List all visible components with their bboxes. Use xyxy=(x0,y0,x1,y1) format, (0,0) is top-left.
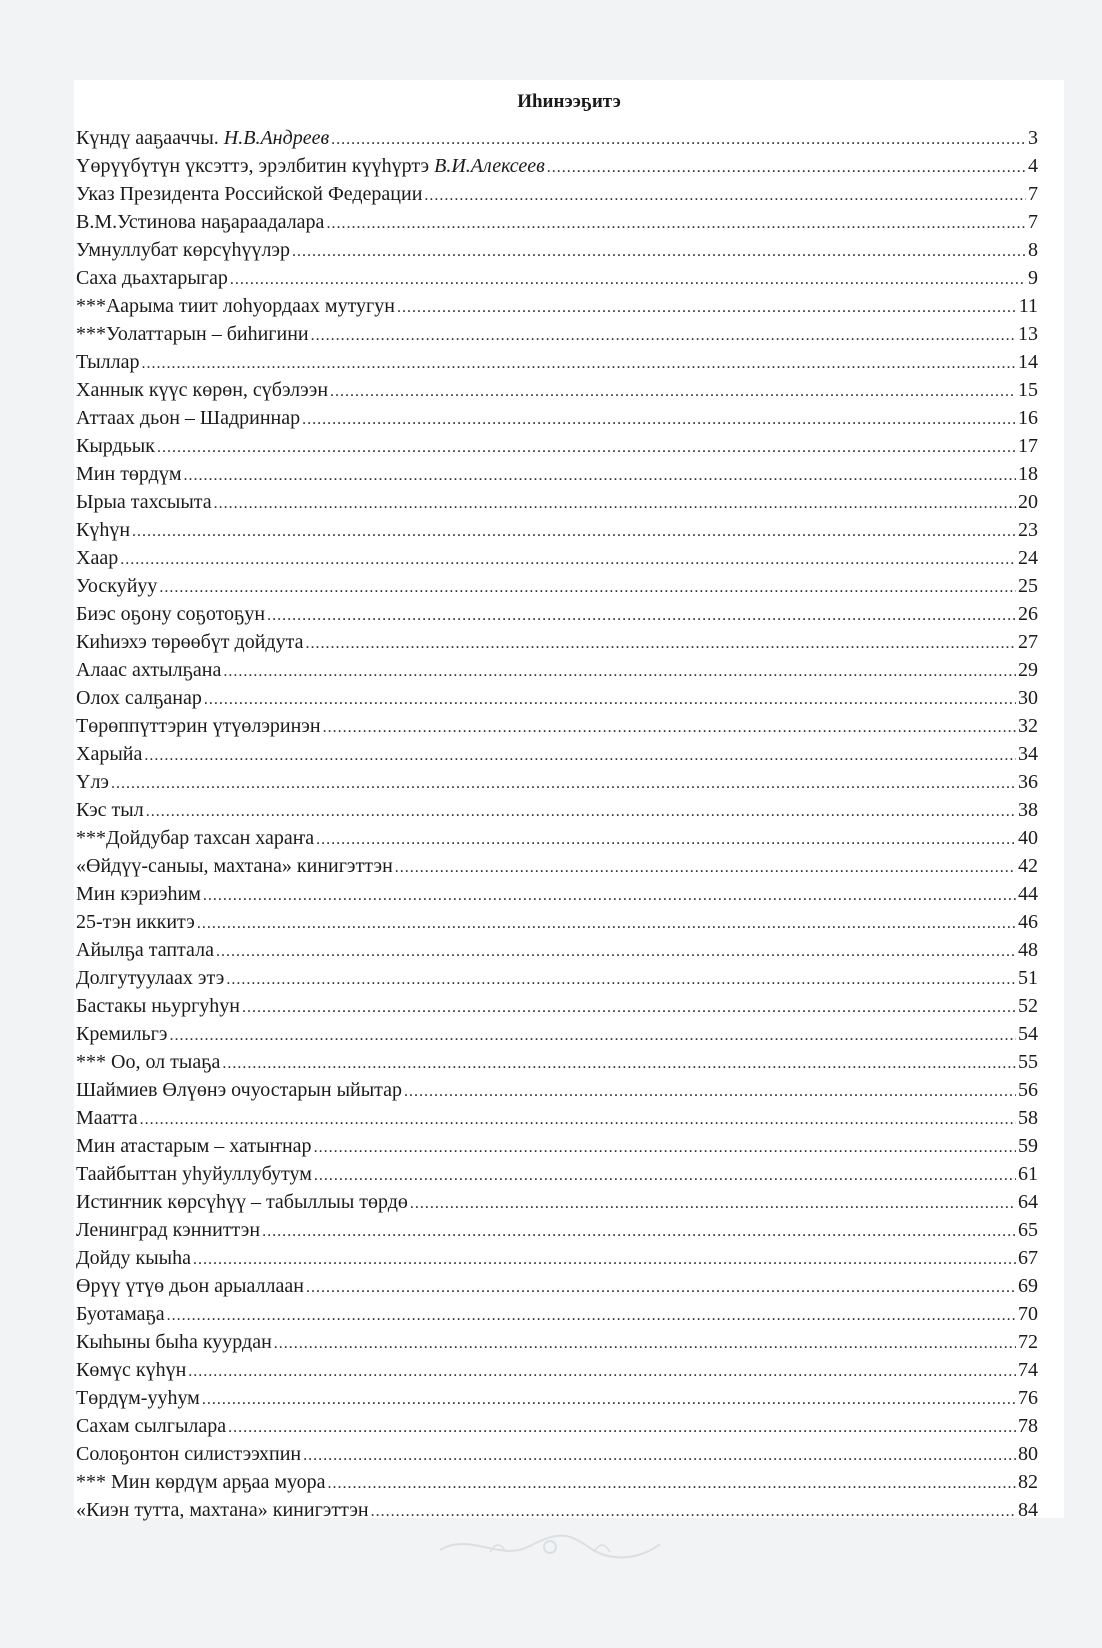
dot-leader xyxy=(327,1468,1016,1498)
toc-entry xyxy=(76,964,1038,992)
page-number: 56 xyxy=(1018,1079,1038,1101)
toc-entry xyxy=(76,1412,1038,1440)
table-of-contents xyxy=(76,124,1038,1524)
dot-leader xyxy=(140,1104,1016,1134)
toc-entry xyxy=(76,1356,1038,1384)
dot-leader xyxy=(397,292,1017,322)
entry-title: Мин атастарым – хатыҥнар xyxy=(76,1135,312,1157)
entry-title: Мин кэриэһим xyxy=(76,883,201,905)
toc-entry xyxy=(76,1300,1038,1328)
toc-entry xyxy=(76,936,1038,964)
page-number: 54 xyxy=(1018,1023,1038,1045)
entry-title: Долгутуулаах этэ xyxy=(76,967,225,989)
toc-entry xyxy=(76,1132,1038,1160)
toc-entry xyxy=(76,852,1038,880)
entry-title: ***Дойдубар тахсан хараҥа xyxy=(76,827,315,849)
toc-entry xyxy=(76,376,1038,404)
dot-leader xyxy=(146,796,1016,826)
entry-title: Уоскуйуу xyxy=(76,575,158,597)
entry-title: Дойду кыыһа xyxy=(76,1247,191,1269)
entry-title: Шаймиев Өлүөнэ очуостарын ыйытар xyxy=(76,1079,403,1101)
toc-entry xyxy=(76,1048,1038,1076)
dot-leader xyxy=(410,1188,1016,1218)
toc-entry xyxy=(76,1440,1038,1468)
entry-title: Истиҥник көрсүһүү – табыллыы төрдө xyxy=(76,1191,408,1213)
dot-leader xyxy=(159,572,1016,602)
entry-title: Олох салҕанар xyxy=(76,687,202,709)
toc-entry xyxy=(76,544,1038,572)
entry-title: «Өйдүү-саныы, махтана» кинигэттэн xyxy=(76,855,393,877)
page-number: 70 xyxy=(1018,1303,1038,1325)
entry-title: Айылҕа таптала xyxy=(76,939,214,961)
page-number: 16 xyxy=(1018,407,1038,429)
page-number: 15 xyxy=(1018,379,1038,401)
page-number: 76 xyxy=(1018,1387,1038,1409)
page-number: 32 xyxy=(1018,715,1038,737)
page-number: 72 xyxy=(1018,1331,1038,1353)
entry-title: Солоҕонтон силистээхпин xyxy=(76,1443,302,1465)
page-number: 20 xyxy=(1018,491,1038,513)
toc-entry xyxy=(76,1160,1038,1188)
entry-title: В.М.Устинова наҕараадалара xyxy=(76,211,325,233)
page-number: 38 xyxy=(1018,799,1038,821)
dot-leader xyxy=(228,1412,1016,1442)
page-number: 4 xyxy=(1028,155,1038,177)
entry-title: Аттаах дьон – Шадриннар xyxy=(76,407,301,429)
entry-title: Күһүн xyxy=(76,519,131,541)
dot-leader xyxy=(292,236,1026,266)
toc-entry xyxy=(76,740,1038,768)
entry-title: Кэс тыл xyxy=(76,799,144,821)
dot-leader xyxy=(120,544,1016,574)
toc-entry xyxy=(76,656,1038,684)
page-number: 36 xyxy=(1018,771,1038,793)
page-number: 24 xyxy=(1018,547,1038,569)
dot-leader xyxy=(167,1300,1016,1330)
dot-leader xyxy=(216,936,1016,966)
entry-title: Саха дьахтарыгар xyxy=(76,267,228,289)
dot-leader xyxy=(395,852,1016,882)
toc-entry xyxy=(76,488,1038,516)
page-number: 82 xyxy=(1018,1471,1038,1493)
document-page xyxy=(74,80,1064,1521)
page-number: 8 xyxy=(1028,239,1038,261)
dot-leader xyxy=(169,1020,1016,1050)
entry-title: Указ Президента Российской Федерации xyxy=(76,183,423,205)
page-number: 17 xyxy=(1018,435,1038,457)
entry-title: Кыһыны быһа куурдан xyxy=(76,1331,272,1353)
page-number: 51 xyxy=(1018,967,1038,989)
page-number: 80 xyxy=(1018,1443,1038,1465)
page-number: 23 xyxy=(1018,519,1038,541)
toc-entry xyxy=(76,572,1038,600)
page-number: 13 xyxy=(1018,323,1038,345)
dot-leader xyxy=(193,1244,1016,1274)
entry-title: Хаар xyxy=(76,547,119,569)
entry-title: Сахам сылгылара xyxy=(76,1415,227,1437)
page-number: 48 xyxy=(1018,939,1038,961)
toc-entry xyxy=(76,1244,1038,1272)
entry-title: «Киэн тутта, махтана» кинигэттэн xyxy=(76,1499,369,1521)
page-number: 26 xyxy=(1018,603,1038,625)
entry-title: Ленинград кэнниттэн xyxy=(76,1219,261,1241)
dot-leader xyxy=(242,992,1016,1022)
page-number: 84 xyxy=(1018,1499,1038,1521)
entry-title: Маатта xyxy=(76,1107,138,1129)
page-number: 40 xyxy=(1018,827,1038,849)
dot-leader xyxy=(262,1216,1016,1246)
dot-leader xyxy=(197,908,1016,938)
dot-leader xyxy=(142,348,1017,378)
page-number: 3 xyxy=(1028,127,1038,149)
entry-title: Күндү ааҕааччы. xyxy=(76,127,219,149)
entry-title: Буотамаҕа xyxy=(76,1303,165,1325)
toc-entry xyxy=(76,628,1038,656)
entry-title: Үөрүүбүтүн үксэттэ, эрэлбитин күүһүртэ xyxy=(76,155,430,177)
toc-entry xyxy=(76,880,1038,908)
page-number: 11 xyxy=(1018,295,1038,317)
toc-entry xyxy=(76,180,1038,208)
entry-author: Н.В.Андреев xyxy=(223,127,330,149)
page-number: 55 xyxy=(1018,1051,1038,1073)
dot-leader xyxy=(323,712,1016,742)
entry-title: Таайбыттан уһуйуллубутум xyxy=(76,1163,312,1185)
page-number: 61 xyxy=(1018,1163,1038,1185)
entry-title: Биэс оҕону соҕотоҕун xyxy=(76,603,266,625)
page-number: 52 xyxy=(1018,995,1038,1017)
toc-entry xyxy=(76,124,1038,152)
entry-title: Бастакы ньургуһун xyxy=(76,995,240,1017)
entry-title: Харыйа xyxy=(76,743,143,765)
entry-title: Көмүс күһүн xyxy=(76,1359,187,1381)
entry-title: Умнуллубат көрсүһүүлэр xyxy=(76,239,291,261)
page-number: 42 xyxy=(1018,855,1038,877)
toc-entry xyxy=(76,208,1038,236)
entry-title: Алаас ахтылҕана xyxy=(76,659,222,681)
dot-leader xyxy=(188,1356,1016,1386)
dot-leader xyxy=(157,432,1016,462)
page-number: 27 xyxy=(1018,631,1038,653)
dot-leader xyxy=(230,264,1026,294)
page-number: 58 xyxy=(1018,1107,1038,1129)
dot-leader xyxy=(204,684,1016,714)
entry-title: Киһиэхэ төрөөбүт дойдута xyxy=(76,631,304,653)
page-number: 7 xyxy=(1028,183,1038,205)
dot-leader xyxy=(303,1440,1016,1470)
dot-leader xyxy=(111,768,1016,798)
page-number: 34 xyxy=(1018,743,1038,765)
toc-entry xyxy=(76,796,1038,824)
dot-leader xyxy=(203,880,1016,910)
toc-entry xyxy=(76,712,1038,740)
toc-entry xyxy=(76,432,1038,460)
dot-leader xyxy=(144,740,1016,770)
dot-leader xyxy=(314,1160,1016,1190)
toc-entry xyxy=(76,460,1038,488)
page-number: 25 xyxy=(1018,575,1038,597)
toc-entry xyxy=(76,1188,1038,1216)
dot-leader xyxy=(223,656,1016,686)
toc-entry xyxy=(76,348,1038,376)
entry-title: *** Мин көрдүм арҕаа муора xyxy=(76,1471,326,1493)
toc-entry xyxy=(76,1328,1038,1356)
toc-entry xyxy=(76,908,1038,936)
dot-leader xyxy=(311,320,1016,350)
toc-entry xyxy=(76,152,1038,180)
page-title: Иhинээҕитэ xyxy=(517,91,621,112)
dot-leader xyxy=(314,1132,1016,1162)
dot-leader xyxy=(267,600,1016,630)
dot-leader xyxy=(302,404,1016,434)
page-number: 65 xyxy=(1018,1219,1038,1241)
entry-title: Өрүү үтүө дьон арыаллаан xyxy=(76,1275,304,1297)
dot-leader xyxy=(226,964,1016,994)
dot-leader xyxy=(330,376,1016,406)
entry-title: 25-тэн иккитэ xyxy=(76,911,195,933)
dot-leader xyxy=(305,628,1016,658)
dot-leader xyxy=(424,180,1026,210)
dot-leader xyxy=(222,1048,1016,1078)
dot-leader xyxy=(202,1384,1016,1414)
floral-ornament-icon xyxy=(430,1530,670,1564)
toc-entry xyxy=(76,1272,1038,1300)
toc-entry xyxy=(76,404,1038,432)
dot-leader xyxy=(371,1496,1016,1526)
dot-leader xyxy=(274,1328,1016,1358)
toc-entry xyxy=(76,320,1038,348)
entry-title: Кремильгэ xyxy=(76,1023,168,1045)
dot-leader xyxy=(132,516,1016,546)
entry-title: Ханнык күүс көрөн, сүбэлээн xyxy=(76,379,329,401)
toc-entry xyxy=(76,1076,1038,1104)
dot-leader xyxy=(184,460,1017,490)
page-number: 18 xyxy=(1018,463,1038,485)
toc-entry xyxy=(76,1384,1038,1412)
entry-title: Мин төрдүм xyxy=(76,463,182,485)
dot-leader xyxy=(306,1272,1016,1302)
toc-entry xyxy=(76,1496,1038,1524)
page-number: 59 xyxy=(1018,1135,1038,1157)
dot-leader xyxy=(326,208,1026,238)
toc-entry xyxy=(76,1020,1038,1048)
toc-entry xyxy=(76,1104,1038,1132)
toc-entry xyxy=(76,292,1038,320)
page-number: 74 xyxy=(1018,1359,1038,1381)
dot-leader xyxy=(547,152,1026,182)
page-number: 44 xyxy=(1018,883,1038,905)
toc-entry xyxy=(76,516,1038,544)
entry-title: ***Уолаттарын – биһигини xyxy=(76,323,309,345)
toc-entry xyxy=(76,992,1038,1020)
entry-title: Ырыа тахсыыта xyxy=(76,491,212,513)
dot-leader xyxy=(331,124,1026,154)
page-number: 14 xyxy=(1018,351,1038,373)
entry-title: Тыллар xyxy=(76,351,140,373)
toc-entry xyxy=(76,264,1038,292)
page-number: 9 xyxy=(1028,267,1038,289)
entry-title: Төрдүм-ууһум xyxy=(76,1387,200,1409)
page-number: 67 xyxy=(1018,1247,1038,1269)
page-number: 7 xyxy=(1028,211,1038,233)
toc-entry xyxy=(76,1468,1038,1496)
page-number: 29 xyxy=(1018,659,1038,681)
toc-entry xyxy=(76,600,1038,628)
page-number: 46 xyxy=(1018,911,1038,933)
page-number: 30 xyxy=(1018,687,1038,709)
entry-title: Кырдьык xyxy=(76,435,155,457)
page-number: 64 xyxy=(1018,1191,1038,1213)
dot-leader xyxy=(404,1076,1016,1106)
dot-leader xyxy=(316,824,1016,854)
page-number: 69 xyxy=(1018,1275,1038,1297)
toc-entry xyxy=(76,684,1038,712)
entry-title: Төрөппүттэрин үтүөлэринэн xyxy=(76,715,321,737)
entry-title: Үлэ xyxy=(76,771,110,793)
toc-entry xyxy=(76,824,1038,852)
entry-author: В.И.Алексеев xyxy=(434,155,545,177)
dot-leader xyxy=(214,488,1016,518)
entry-title: ***Аарыма тиит лоһуордаах мутугун xyxy=(76,295,395,317)
toc-entry xyxy=(76,768,1038,796)
entry-title: *** Оо, ол тыаҕа xyxy=(76,1051,221,1073)
toc-entry xyxy=(76,1216,1038,1244)
toc-entry xyxy=(76,236,1038,264)
page-number: 78 xyxy=(1018,1415,1038,1437)
